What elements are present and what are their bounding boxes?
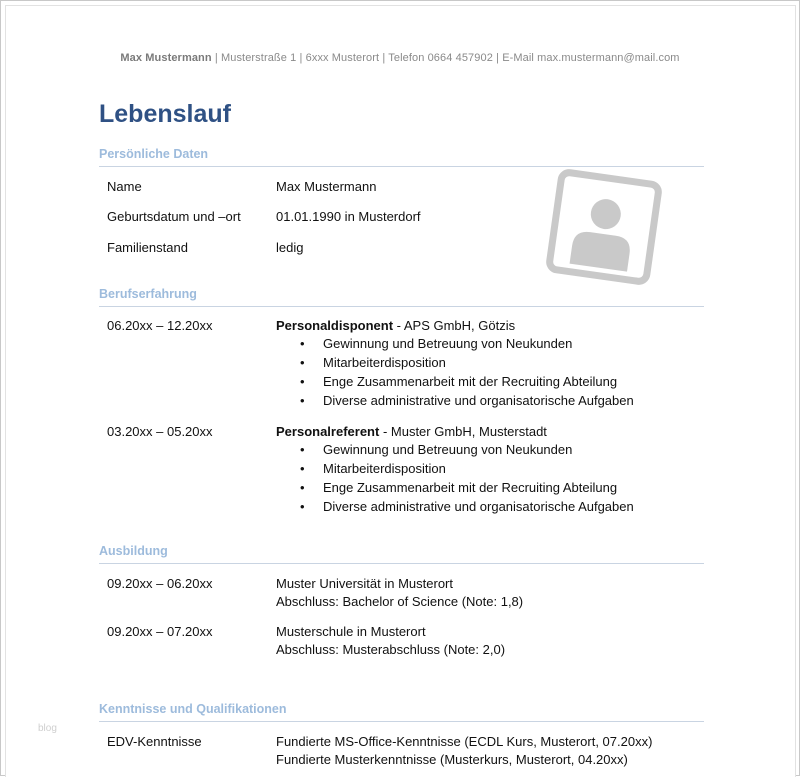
header-city: 6xxx Musterort [305, 52, 380, 64]
bullet: • [300, 336, 305, 351]
header-phone: Telefon 0664 457902 [388, 52, 493, 64]
section-divider [99, 306, 704, 307]
education-degree: Abschluss: Musterabschluss (Note: 2,0) [276, 642, 506, 657]
personal-label: Familienstand [107, 240, 188, 255]
job-title: Personaldisponent - APS GmbH, Götzis [276, 318, 516, 333]
skills-label: EDV-Kenntnisse [107, 734, 202, 749]
personal-value: 01.01.1990 in Musterdorf [276, 209, 421, 224]
job-title: Personalreferent - Muster GmbH, Musterstadt [276, 424, 547, 439]
job-task: Diverse administrative und organisatorische Aufgaben [323, 499, 634, 514]
section-heading-experience: Berufserfahrung [99, 287, 197, 301]
watermark: blog [38, 723, 57, 734]
header-name: Max Mustermann [120, 52, 212, 64]
education-institution: Musterschule in Musterort [276, 624, 426, 639]
header-email: E-Mail max.mustermann@mail.com [502, 52, 680, 64]
bullet: • [300, 461, 305, 476]
person-placeholder-icon [545, 168, 663, 286]
bullet: • [300, 442, 305, 457]
job-period: 06.20xx – 12.20xx [107, 318, 213, 333]
bullet: • [300, 374, 305, 389]
education-period: 09.20xx – 07.20xx [107, 624, 213, 639]
personal-value: Max Mustermann [276, 179, 377, 194]
bullet: • [300, 355, 305, 370]
education-degree: Abschluss: Bachelor of Science (Note: 1,8) [276, 594, 524, 609]
job-task: Diverse administrative und organisatorische Aufgaben [323, 393, 634, 408]
skills-value: Fundierte MS-Office-Kenntnisse (ECDL Kurs, Musterort, 07.20xx) [276, 734, 653, 749]
section-heading-personal: Persönliche Daten [99, 147, 209, 161]
job-task: Mitarbeiterdisposition [323, 461, 446, 476]
contact-line: Max Mustermann | Musterstraße 1 | 6xxx Musterort | Telefon 0664 457902 | E-Mail max.mustermann@mail.com [120, 52, 680, 64]
job-task: Enge Zusammenarbeit mit der Recruiting Abteilung [323, 374, 618, 389]
page-title: Lebenslauf [99, 100, 231, 128]
section-divider [99, 721, 704, 722]
job-task: Mitarbeiterdisposition [323, 355, 446, 370]
section-heading-skills: Kenntnisse und Qualifikationen [99, 702, 287, 716]
skills-value: Fundierte Musterkenntnisse (Musterkurs, Musterort, 04.20xx) [276, 752, 628, 767]
education-institution: Muster Universität in Musterort [276, 576, 453, 591]
job-task: Enge Zusammenarbeit mit der Recruiting Abteilung [323, 480, 618, 495]
bullet: • [300, 393, 305, 408]
personal-label: Name [107, 179, 142, 194]
section-divider [99, 563, 704, 564]
education-period: 09.20xx – 06.20xx [107, 576, 213, 591]
header-address: Musterstraße 1 [220, 52, 297, 64]
bullet: • [300, 499, 305, 514]
job-task: Gewinnung und Betreuung von Neukunden [323, 336, 573, 351]
job-task: Gewinnung und Betreuung von Neukunden [323, 442, 573, 457]
bullet: • [300, 480, 305, 495]
personal-value: ledig [276, 240, 304, 255]
section-divider [99, 166, 704, 167]
personal-label: Geburtsdatum und –ort [107, 209, 241, 224]
section-heading-education: Ausbildung [99, 544, 168, 558]
job-period: 03.20xx – 05.20xx [107, 424, 213, 439]
